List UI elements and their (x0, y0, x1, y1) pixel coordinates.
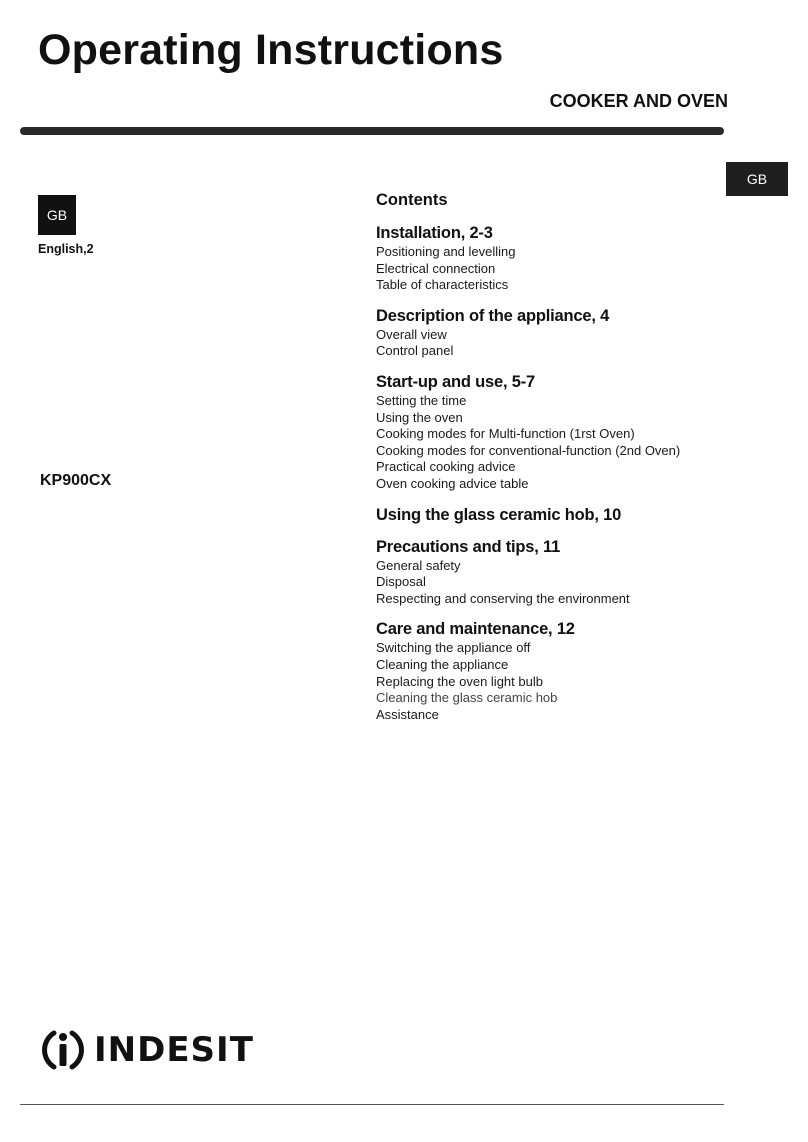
toc-item: General safety (376, 557, 461, 573)
toc-section-title: Start-up and use, 5-7 (376, 372, 535, 391)
toc-sections (376, 224, 786, 723)
footer-divider (20, 1104, 724, 1105)
document-subtitle: COOKER AND OVEN (549, 91, 728, 111)
toc-section-title: Using the glass ceramic hob, 10 (376, 505, 622, 524)
toc-item: Cleaning the glass ceramic hob (376, 690, 558, 706)
language-page-reference: English,2 (38, 242, 94, 256)
toc-section-title: Description of the appliance, 4 (376, 306, 610, 325)
toc-section (376, 620, 786, 723)
table-of-contents (376, 190, 786, 736)
toc-item: Switching the appliance off (376, 640, 531, 656)
toc-item: Control panel (376, 343, 454, 359)
brand-logo (38, 1025, 254, 1075)
toc-item: Disposal (376, 574, 426, 590)
toc-item: Cooking modes for Multi-function (1rst Oven) (376, 426, 635, 442)
toc-section (376, 506, 786, 525)
toc-item: Overall view (376, 326, 447, 342)
toc-item: Setting the time (376, 392, 467, 408)
toc-item: Using the oven (376, 409, 463, 425)
toc-item: Cooking modes for conventional-function (2nd Oven) (376, 442, 681, 458)
toc-section (376, 373, 786, 493)
toc-section (376, 307, 786, 360)
toc-section-title: Care and maintenance, 12 (376, 620, 575, 639)
toc-item: Electrical connection (376, 260, 496, 276)
brand-wordmark: INDESIT (94, 1030, 254, 1070)
toc-item: Replacing the oven light bulb (376, 673, 543, 689)
toc-item: Assistance (376, 706, 439, 722)
toc-item: Positioning and levelling (376, 244, 516, 259)
toc-item: Cleaning the appliance (376, 656, 509, 672)
header-divider (20, 127, 724, 135)
toc-section-title: Installation, 2-3 (376, 224, 493, 242)
toc-section (376, 224, 786, 294)
language-side-tab: GB (726, 162, 788, 196)
info-circle-logo-icon (38, 1025, 88, 1075)
model-number: KP900CX (40, 472, 112, 489)
toc-item: Oven cooking advice table (376, 475, 529, 491)
toc-section-title: Precautions and tips, 11 (376, 537, 561, 556)
toc-section (376, 538, 786, 608)
page-title: Operating Instructions (38, 26, 504, 74)
contents-heading: Contents (376, 191, 448, 209)
toc-item: Practical cooking advice (376, 459, 516, 475)
toc-item: Table of characteristics (376, 277, 509, 293)
toc-item: Respecting and conserving the environment (376, 590, 630, 606)
language-badge: GB (38, 195, 76, 235)
